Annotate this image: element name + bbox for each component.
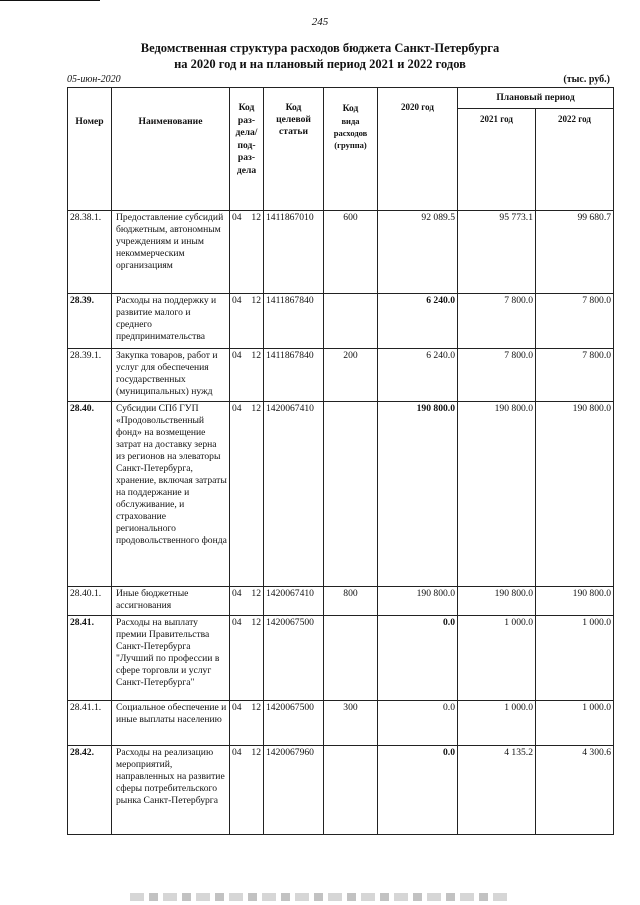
row-expense-type (324, 616, 378, 701)
row-value-2021: 4 135.2 (458, 746, 536, 835)
header-section-code: Код раз- дела/ под- раз- дела (230, 88, 264, 211)
row-value-2022: 1 000.0 (536, 701, 614, 746)
row-name: Предоставление субсидий бюджетным, автономным учреждениям и иным некоммерческим организациям (112, 211, 230, 294)
row-expense-type (324, 402, 378, 587)
row-value-2022: 99 680.7 (536, 211, 614, 294)
row-number: 28.39.1. (68, 349, 112, 402)
row-expense-type: 600 (324, 211, 378, 294)
table-row (68, 211, 614, 294)
table-row (68, 402, 614, 587)
row-value-2021: 7 800.0 (458, 349, 536, 402)
row-value-2021: 1 000.0 (458, 701, 536, 746)
row-subsection: 12 (244, 294, 264, 349)
row-target-code: 1411867840 (264, 294, 324, 349)
table-row (68, 294, 614, 349)
row-section: 04 (230, 211, 244, 294)
table-row (68, 616, 614, 701)
document-date: 05-июн-2020 (67, 74, 121, 85)
top-rule (0, 0, 100, 2)
header-target-code: Код целевой статьи (264, 88, 324, 211)
row-number: 28.42. (68, 746, 112, 835)
row-section: 04 (230, 587, 244, 616)
row-section: 04 (230, 746, 244, 835)
row-number: 28.38.1. (68, 211, 112, 294)
row-name: Расходы на реализацию мероприятий, направленных на развитие сферы потребительского рынка Санкт-Петербурга (112, 746, 230, 835)
row-expense-type: 800 (324, 587, 378, 616)
row-value-2020: 190 800.0 (378, 587, 458, 616)
row-value-2021: 7 800.0 (458, 294, 536, 349)
row-section: 04 (230, 701, 244, 746)
row-value-2021: 1 000.0 (458, 616, 536, 701)
title-line-1: Ведомственная структура расходов бюджета Санкт-Петербурга (140, 41, 500, 55)
row-number: 28.40. (68, 402, 112, 587)
row-value-2022: 7 800.0 (536, 294, 614, 349)
row-value-2020: 0.0 (378, 746, 458, 835)
row-section: 04 (230, 349, 244, 402)
row-section: 04 (230, 616, 244, 701)
row-target-code: 1420067410 (264, 587, 324, 616)
row-target-code: 1420067500 (264, 616, 324, 701)
row-value-2021: 190 800.0 (458, 587, 536, 616)
row-value-2020: 92 089.5 (378, 211, 458, 294)
row-name: Расходы на выплату премии Правительства Санкт-Петербурга "Лучший по профессии в сфере торговли и услуг Санкт-Петербурга" (112, 616, 230, 701)
units-label: (тыс. руб.) (563, 74, 610, 85)
row-value-2022: 190 800.0 (536, 587, 614, 616)
row-target-code: 1420067960 (264, 746, 324, 835)
table-row (68, 746, 614, 835)
row-value-2020: 0.0 (378, 616, 458, 701)
footer-scan-text (130, 893, 510, 901)
row-target-code: 1420067500 (264, 701, 324, 746)
header-2020: 2020 год (378, 88, 458, 211)
row-section: 04 (230, 294, 244, 349)
row-target-code: 1411867010 (264, 211, 324, 294)
row-value-2022: 4 300.6 (536, 746, 614, 835)
row-subsection: 12 (244, 587, 264, 616)
table-body (68, 211, 614, 835)
title-line-2: на 2020 год и на плановый период 2021 и 2022 годов (174, 57, 466, 71)
header-row-1 (68, 88, 614, 109)
row-subsection: 12 (244, 616, 264, 701)
page-number: 245 (311, 16, 329, 28)
row-expense-type (324, 294, 378, 349)
row-value-2021: 190 800.0 (458, 402, 536, 587)
table-row (68, 349, 614, 402)
row-value-2020: 6 240.0 (378, 349, 458, 402)
header-2022: 2022 год (536, 109, 614, 211)
row-subsection: 12 (244, 701, 264, 746)
header-number: Номер (68, 88, 112, 211)
row-name: Иные бюджетные ассигнования (112, 587, 230, 616)
row-name: Социальное обеспечение и иные выплаты населению (112, 701, 230, 746)
table-row (68, 587, 614, 616)
row-value-2022: 7 800.0 (536, 349, 614, 402)
row-section: 04 (230, 402, 244, 587)
row-target-code: 1420067410 (264, 402, 324, 587)
row-value-2020: 6 240.0 (378, 294, 458, 349)
row-target-code: 1411867840 (264, 349, 324, 402)
header-2021: 2021 год (458, 109, 536, 211)
row-expense-type (324, 746, 378, 835)
row-number: 28.39. (68, 294, 112, 349)
row-value-2022: 1 000.0 (536, 616, 614, 701)
row-number: 28.41.1. (68, 701, 112, 746)
header-expense-type: Код вида расходов (группа) (324, 88, 378, 211)
row-name: Закупка товаров, работ и услуг для обеспечения государственных (муниципальных) нужд (112, 349, 230, 402)
row-name: Субсидии СПб ГУП «Продовольственный фонд» на возмещение затрат на доставку зерна из регионов на элеваторы Санкт-Петербурга, хранение, включая затраты на поддержание и обслуживание, и страхование регионального продовольственного фонда (112, 402, 230, 587)
row-subsection: 12 (244, 211, 264, 294)
row-number: 28.40.1. (68, 587, 112, 616)
row-subsection: 12 (244, 349, 264, 402)
row-number: 28.41. (68, 616, 112, 701)
table-row (68, 701, 614, 746)
row-name: Расходы на поддержку и развитие малого и среднего предпринимательства (112, 294, 230, 349)
row-value-2020: 190 800.0 (378, 402, 458, 587)
row-value-2021: 95 773.1 (458, 211, 536, 294)
row-value-2022: 190 800.0 (536, 402, 614, 587)
row-subsection: 12 (244, 402, 264, 587)
header-name: Наименование (112, 88, 230, 211)
header-planning-period: Плановый период (458, 88, 614, 109)
budget-table (67, 87, 614, 835)
row-expense-type: 200 (324, 349, 378, 402)
document-title (0, 40, 640, 72)
row-subsection: 12 (244, 746, 264, 835)
row-expense-type: 300 (324, 701, 378, 746)
row-value-2020: 0.0 (378, 701, 458, 746)
